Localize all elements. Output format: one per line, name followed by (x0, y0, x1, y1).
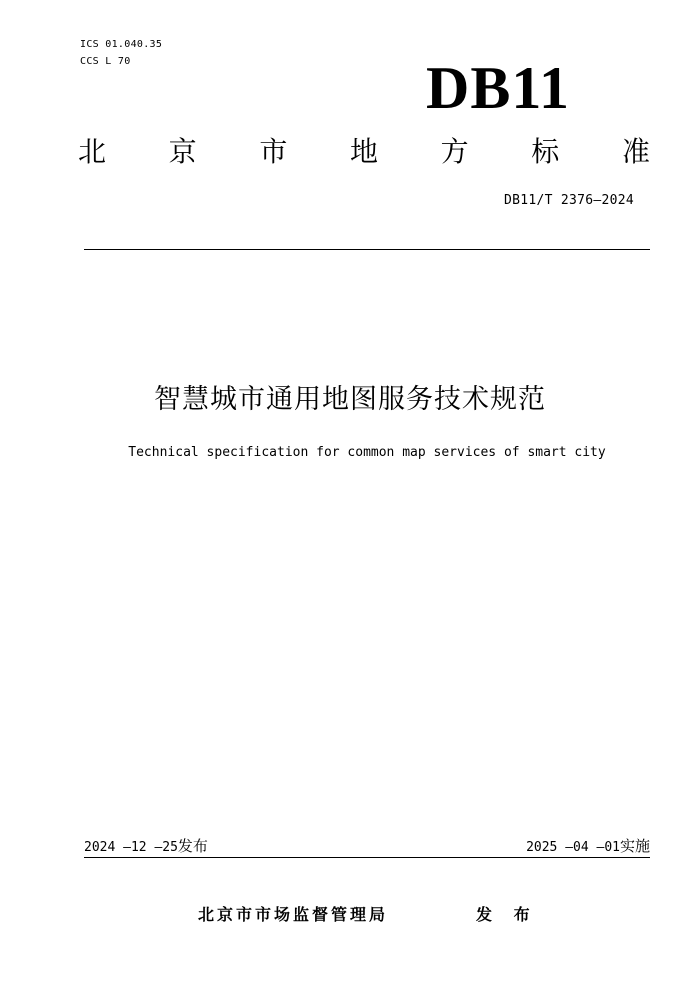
publisher-action: 发 布 (476, 905, 538, 924)
ics-code: ICS 01.040.35 (80, 39, 163, 50)
standard-type-char: 方 (440, 135, 469, 168)
standard-type-char: 市 (259, 135, 288, 168)
db11-logo: DB11 (426, 55, 571, 121)
standard-number: DB11/T 2376—2024 (503, 193, 634, 208)
ccs-code: CCS L 70 (80, 56, 131, 67)
standard-type-title (78, 134, 650, 170)
issue-date-line (84, 836, 208, 858)
top-divider (84, 249, 650, 250)
publisher-name: 北京市市场监督管理局 (198, 905, 389, 924)
implementation-date: 2025 —04 —01 (526, 840, 620, 855)
standard-type-char: 京 (168, 135, 197, 168)
classification-codes (80, 36, 162, 70)
standard-type-char: 标 (531, 135, 560, 168)
standard-type-char: 准 (621, 135, 650, 168)
document-title: 智慧城市通用地图服务技术规范 (154, 384, 546, 415)
bottom-divider (84, 857, 650, 858)
issue-date: 2024 —12 —25 (84, 840, 178, 855)
document-english-title: Technical specification for common map services of smart city (128, 445, 606, 460)
implementation-label: 实施 (619, 837, 650, 855)
implementation-date-line (526, 836, 650, 858)
standard-type-char: 北 (78, 135, 107, 168)
issue-label: 发布 (177, 837, 208, 855)
standard-type-char: 地 (349, 135, 378, 168)
